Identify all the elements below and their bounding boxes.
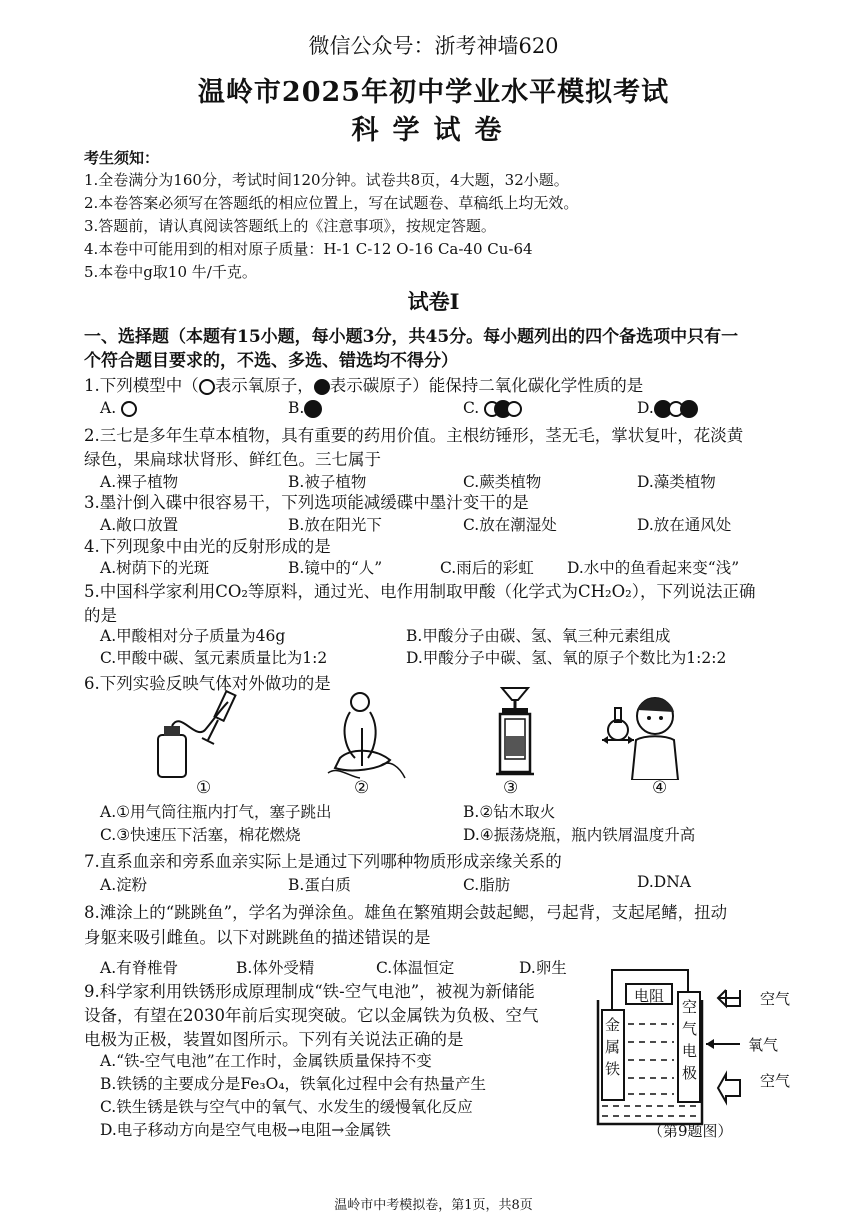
question-5-stem: 的是: [84, 606, 117, 625]
q9-option-d: D.电子移动方向是空气电极→电阻→金属铁: [100, 1121, 391, 1139]
q6-option-b: B.②钻木取火: [463, 803, 556, 821]
q8-option-b: B.体外受精: [236, 959, 315, 977]
q6-option-a: A.①用气筒往瓶内打气，塞子跳出: [100, 803, 332, 821]
question-2-stem: 2.三七是多年生草本植物，具有重要的药用价值。主根纺锤形，茎无毛，掌状复叶，花淡黄: [84, 426, 744, 445]
girl-flask-figure: [600, 690, 700, 780]
carbon-atom-icon: [304, 400, 322, 418]
page-footer: 温岭市中考模拟卷，第1页，共8页: [334, 1198, 533, 1213]
question-2-stem: 绿色，果扁球状肾形、鲜红色。三七属于: [84, 450, 381, 469]
q3-option-a: A.敞口放置: [100, 516, 179, 534]
q2-option-d: D.藻类植物: [637, 473, 716, 491]
resistor-label: 电阻: [634, 987, 665, 1005]
q8-option-a: A.有脊椎骨: [100, 959, 179, 977]
q7-option-c: C.脂肪: [463, 876, 511, 894]
q5-option-a: A.甲酸相对分子质量为46g: [100, 627, 286, 645]
paper-heading: 试卷Ⅰ: [407, 289, 460, 314]
q1-stem-part: 1.下列模型中（: [84, 376, 199, 395]
q5-option-d: D.甲酸分子中碳、氢、氧的原子个数比为1:2:2: [406, 649, 727, 667]
notice-item: 2.本卷答案必须写在答题纸的相应位置上，写在试题卷、草稿纸上均无效。: [84, 194, 579, 212]
question-8-stem: 8.滩涂上的“跳跳鱼”，学名为弹涂鱼。雄鱼在繁殖期会鼓起鳃，弓起背，支起尾鳍，扭动: [84, 903, 728, 922]
section-instruction: 一、选择题（本题有15小题，每小题3分，共45分。每小题列出的四个备选项中只有一: [84, 327, 739, 347]
q1-option-a: A.: [100, 399, 137, 417]
q1-option-b: B.: [288, 399, 322, 418]
carbon-atom-icon: [314, 379, 330, 395]
q3-option-d: D.放在通风处: [637, 516, 732, 534]
question-3-stem: 3.墨汁倒入碟中很容易干，下列选项能减缓碟中墨汁变干的是: [84, 493, 529, 512]
wood-drill-figure: [320, 688, 410, 783]
q7-option-a: A.淀粉: [100, 876, 148, 894]
q6-option-d: D.④振荡烧瓶，瓶内铁屑温度升高: [463, 826, 696, 844]
q8-option-d: D.卵生: [519, 959, 567, 977]
q5-option-b: B.甲酸分子由碳、氢、氧三种元素组成: [406, 627, 671, 645]
q9-option-b: B.铁锈的主要成分是Fe₃O₄，铁氧化过程中会有热量产生: [100, 1075, 487, 1093]
q4-option-d: D.水中的鱼看起来变“浅”: [567, 559, 740, 577]
q3-option-b: B.放在阳光下: [288, 516, 382, 534]
air-electrode-label: 空 气 电 极: [682, 998, 698, 1082]
q1-stem-part: 表示氧原子，: [214, 376, 314, 395]
exam-subtitle: 科学试卷: [351, 115, 516, 146]
question-4-stem: 4.下列现象中由光的反射形成的是: [84, 537, 331, 556]
notice-item: 1.全卷满分为160分，考试时间120分钟。试卷共8页，4大题，32小题。: [84, 171, 569, 189]
q8-option-c: C.体温恒定: [376, 959, 455, 977]
question-9-stem: 设备，有望在2030年前后实现突破。它以金属铁为负极、空气: [84, 1006, 539, 1025]
exam-title: 温岭市2025年初中学业水平模拟考试: [197, 77, 670, 108]
question-9-stem: 电极为正极，装置如图所示。下列有关说法正确的是: [84, 1030, 464, 1049]
q4-option-a: A.树荫下的光斑: [100, 559, 210, 577]
q9-option-c: C.铁生锈是铁与空气中的氧气、水发生的缓慢氧化反应: [100, 1098, 473, 1116]
q2-option-b: B.被子植物: [288, 473, 367, 491]
question-1-stem: [84, 372, 643, 396]
q6-option-c: C.③快速压下活塞，棉花燃烧: [100, 826, 301, 844]
q2-option-a: A.裸子植物: [100, 473, 179, 491]
pump-bottle-figure: [150, 690, 250, 780]
q1-option-c: C.: [463, 399, 522, 418]
q7-option-b: B.蛋白质: [288, 876, 351, 894]
carbon-atom-icon: [680, 400, 698, 418]
figure-label-1: ①: [196, 778, 212, 798]
wechat-watermark: 微信公众号：浙考神墙620: [308, 34, 559, 58]
notice-item: 3.答题前，请认真阅读答题纸上的《注意事项》，按规定答题。: [84, 217, 496, 235]
question-8-stem: 身躯来吸引雌鱼。以下对跳跳鱼的描述错误的是: [84, 928, 431, 947]
q3-option-c: C.放在潮湿处: [463, 516, 557, 534]
oxygen-atom-icon: [121, 401, 137, 417]
air-inlet-label-bottom: 空气: [760, 1072, 791, 1090]
oxygen-atom-icon: [506, 401, 522, 417]
figure-label-2: ②: [354, 778, 370, 798]
q1-option-d: D.: [637, 399, 698, 418]
q4-option-c: C.雨后的彩虹: [440, 559, 534, 577]
q1-stem-part: 表示碳原子）能保持二氧化碳化学性质的是: [329, 376, 644, 395]
oxygen-label: 氧气: [748, 1036, 779, 1054]
q2-option-c: C.蕨类植物: [463, 473, 542, 491]
q4-option-b: B.镜中的“人”: [288, 559, 383, 577]
q9-option-a: A.“铁-空气电池”在工作时，金属铁质量保持不变: [100, 1052, 432, 1070]
figure-9-caption: （第9题图）: [648, 1122, 733, 1140]
metal-iron-label: 金 属 铁: [605, 1016, 621, 1078]
question-9-stem: 9.科学家利用铁锈形成原理制成“铁-空气电池”，被视为新储能: [84, 982, 535, 1001]
question-6-stem: 6.下列实验反映气体对外做功的是: [84, 674, 331, 693]
air-inlet-label-top: 空气: [760, 990, 791, 1008]
notice-item: 5.本卷中g取10 牛/千克。: [84, 263, 257, 281]
figure-label-4: ④: [652, 778, 668, 798]
figure-label-3: ③: [503, 778, 519, 798]
notice-item: 4.本卷中可能用到的相对原子质量：H-1 C-12 O-16 Ca-40 Cu-64: [84, 240, 533, 258]
question-7-stem: 7.直系血亲和旁系血亲实际上是通过下列哪种物质形成亲缘关系的: [84, 852, 562, 871]
oxygen-atom-icon: [199, 379, 215, 395]
section-instruction: 个符合题目要求的，不选、多选、错选均不得分）: [84, 351, 458, 371]
q5-option-c: C.甲酸中碳、氢元素质量比为1:2: [100, 649, 328, 667]
piston-cylinder-figure: [490, 686, 540, 778]
notice-heading: 考生须知：: [84, 149, 160, 167]
question-5-stem: 5.中国科学家利用CO₂等原料，通过光、电作用制取甲酸（化学式为CH₂O₂），下列说法正确: [84, 582, 756, 601]
q7-option-d: D.DNA: [637, 873, 691, 891]
